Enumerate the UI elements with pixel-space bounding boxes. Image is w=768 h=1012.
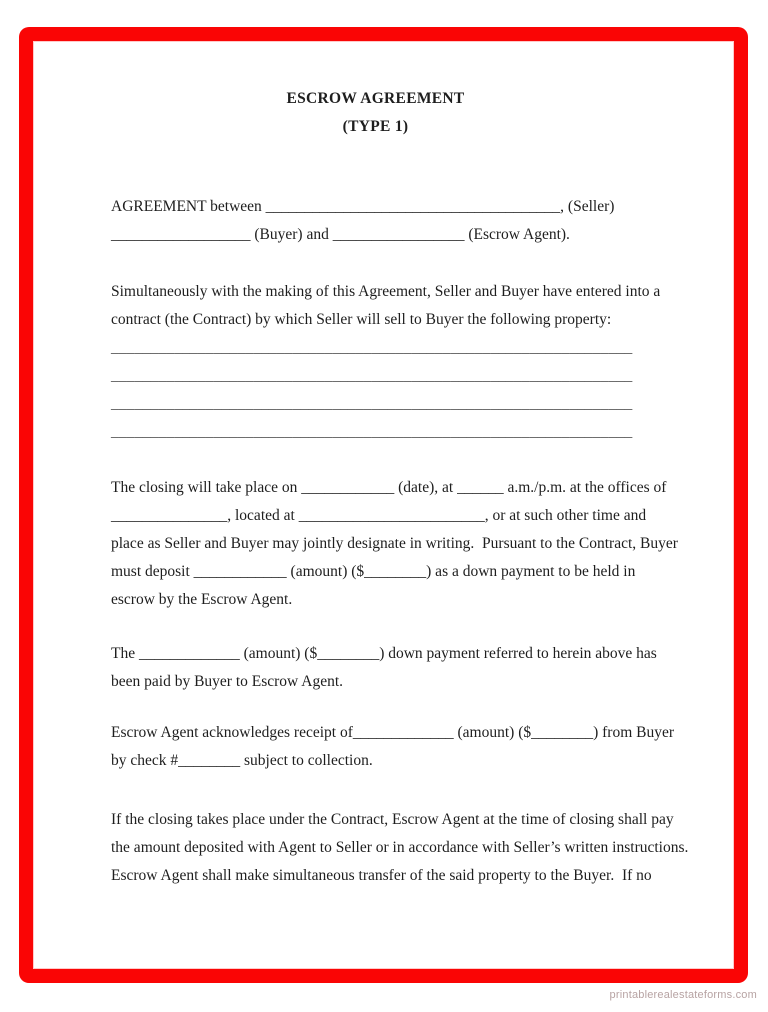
paragraph-closing-obligations bbox=[111, 806, 689, 890]
paragraph-line: __________________ (Buyer) and _________________ (Escrow Agent). bbox=[111, 226, 570, 243]
title-block bbox=[111, 85, 640, 141]
blank-line: __________________________________________________________________ bbox=[111, 423, 633, 440]
paragraph-line: _______________, located at ________________________, or at such other time and bbox=[111, 507, 647, 524]
footer-credit: printablerealestateforms.com bbox=[609, 989, 757, 1001]
paragraph-line: Simultaneously with the making of this Agreement, Seller and Buyer have entered into a bbox=[111, 283, 661, 300]
paragraph-line: escrow by the Escrow Agent. bbox=[111, 591, 293, 608]
paragraph-line: The _____________ (amount) ($________) down payment referred to herein above has bbox=[111, 645, 657, 662]
paragraph-receipt-acknowledgement bbox=[111, 719, 675, 775]
paragraph-line: the amount deposited with Agent to Seller or in accordance with Seller’s written instructions. bbox=[111, 839, 689, 856]
blank-line: __________________________________________________________________ bbox=[111, 367, 633, 384]
blank-line: __________________________________________________________________ bbox=[111, 339, 633, 356]
paragraph-line: contract (the Contract) by which Seller will sell to Buyer the following property: bbox=[111, 311, 612, 328]
property-description-blanks bbox=[111, 334, 651, 446]
blank-line: __________________________________________________________________ bbox=[111, 395, 633, 412]
paragraph-down-payment bbox=[111, 640, 657, 696]
paragraph-agreement-parties bbox=[111, 193, 651, 249]
paragraph-line: must deposit ____________ (amount) ($________) as a down payment to be held in bbox=[111, 563, 636, 580]
paragraph-line: by check #________ subject to collection. bbox=[111, 752, 373, 769]
paragraph-contract-intro bbox=[111, 278, 661, 334]
paragraph-line: If the closing takes place under the Contract, Escrow Agent at the time of closing shall pay bbox=[111, 811, 674, 828]
paragraph-line: The closing will take place on ____________ (date), at ______ a.m./p.m. at the offices of bbox=[111, 479, 667, 496]
paragraph-closing-terms bbox=[111, 474, 678, 614]
paragraph-line: been paid by Buyer to Escrow Agent. bbox=[111, 673, 344, 690]
paragraph-line: Escrow Agent acknowledges receipt of_____________ (amount) ($________) from Buyer bbox=[111, 724, 675, 741]
document-subtitle: (TYPE 1) bbox=[342, 118, 409, 135]
paragraph-line: AGREEMENT between ______________________________________, (Seller) bbox=[111, 198, 615, 215]
document-title: ESCROW AGREEMENT bbox=[286, 90, 465, 107]
paragraph-line: Escrow Agent shall make simultaneous transfer of the said property to the Buyer. If no bbox=[111, 867, 652, 884]
paragraph-line: place as Seller and Buyer may jointly designate in writing. Pursuant to the Contract, Buyer bbox=[111, 535, 678, 552]
